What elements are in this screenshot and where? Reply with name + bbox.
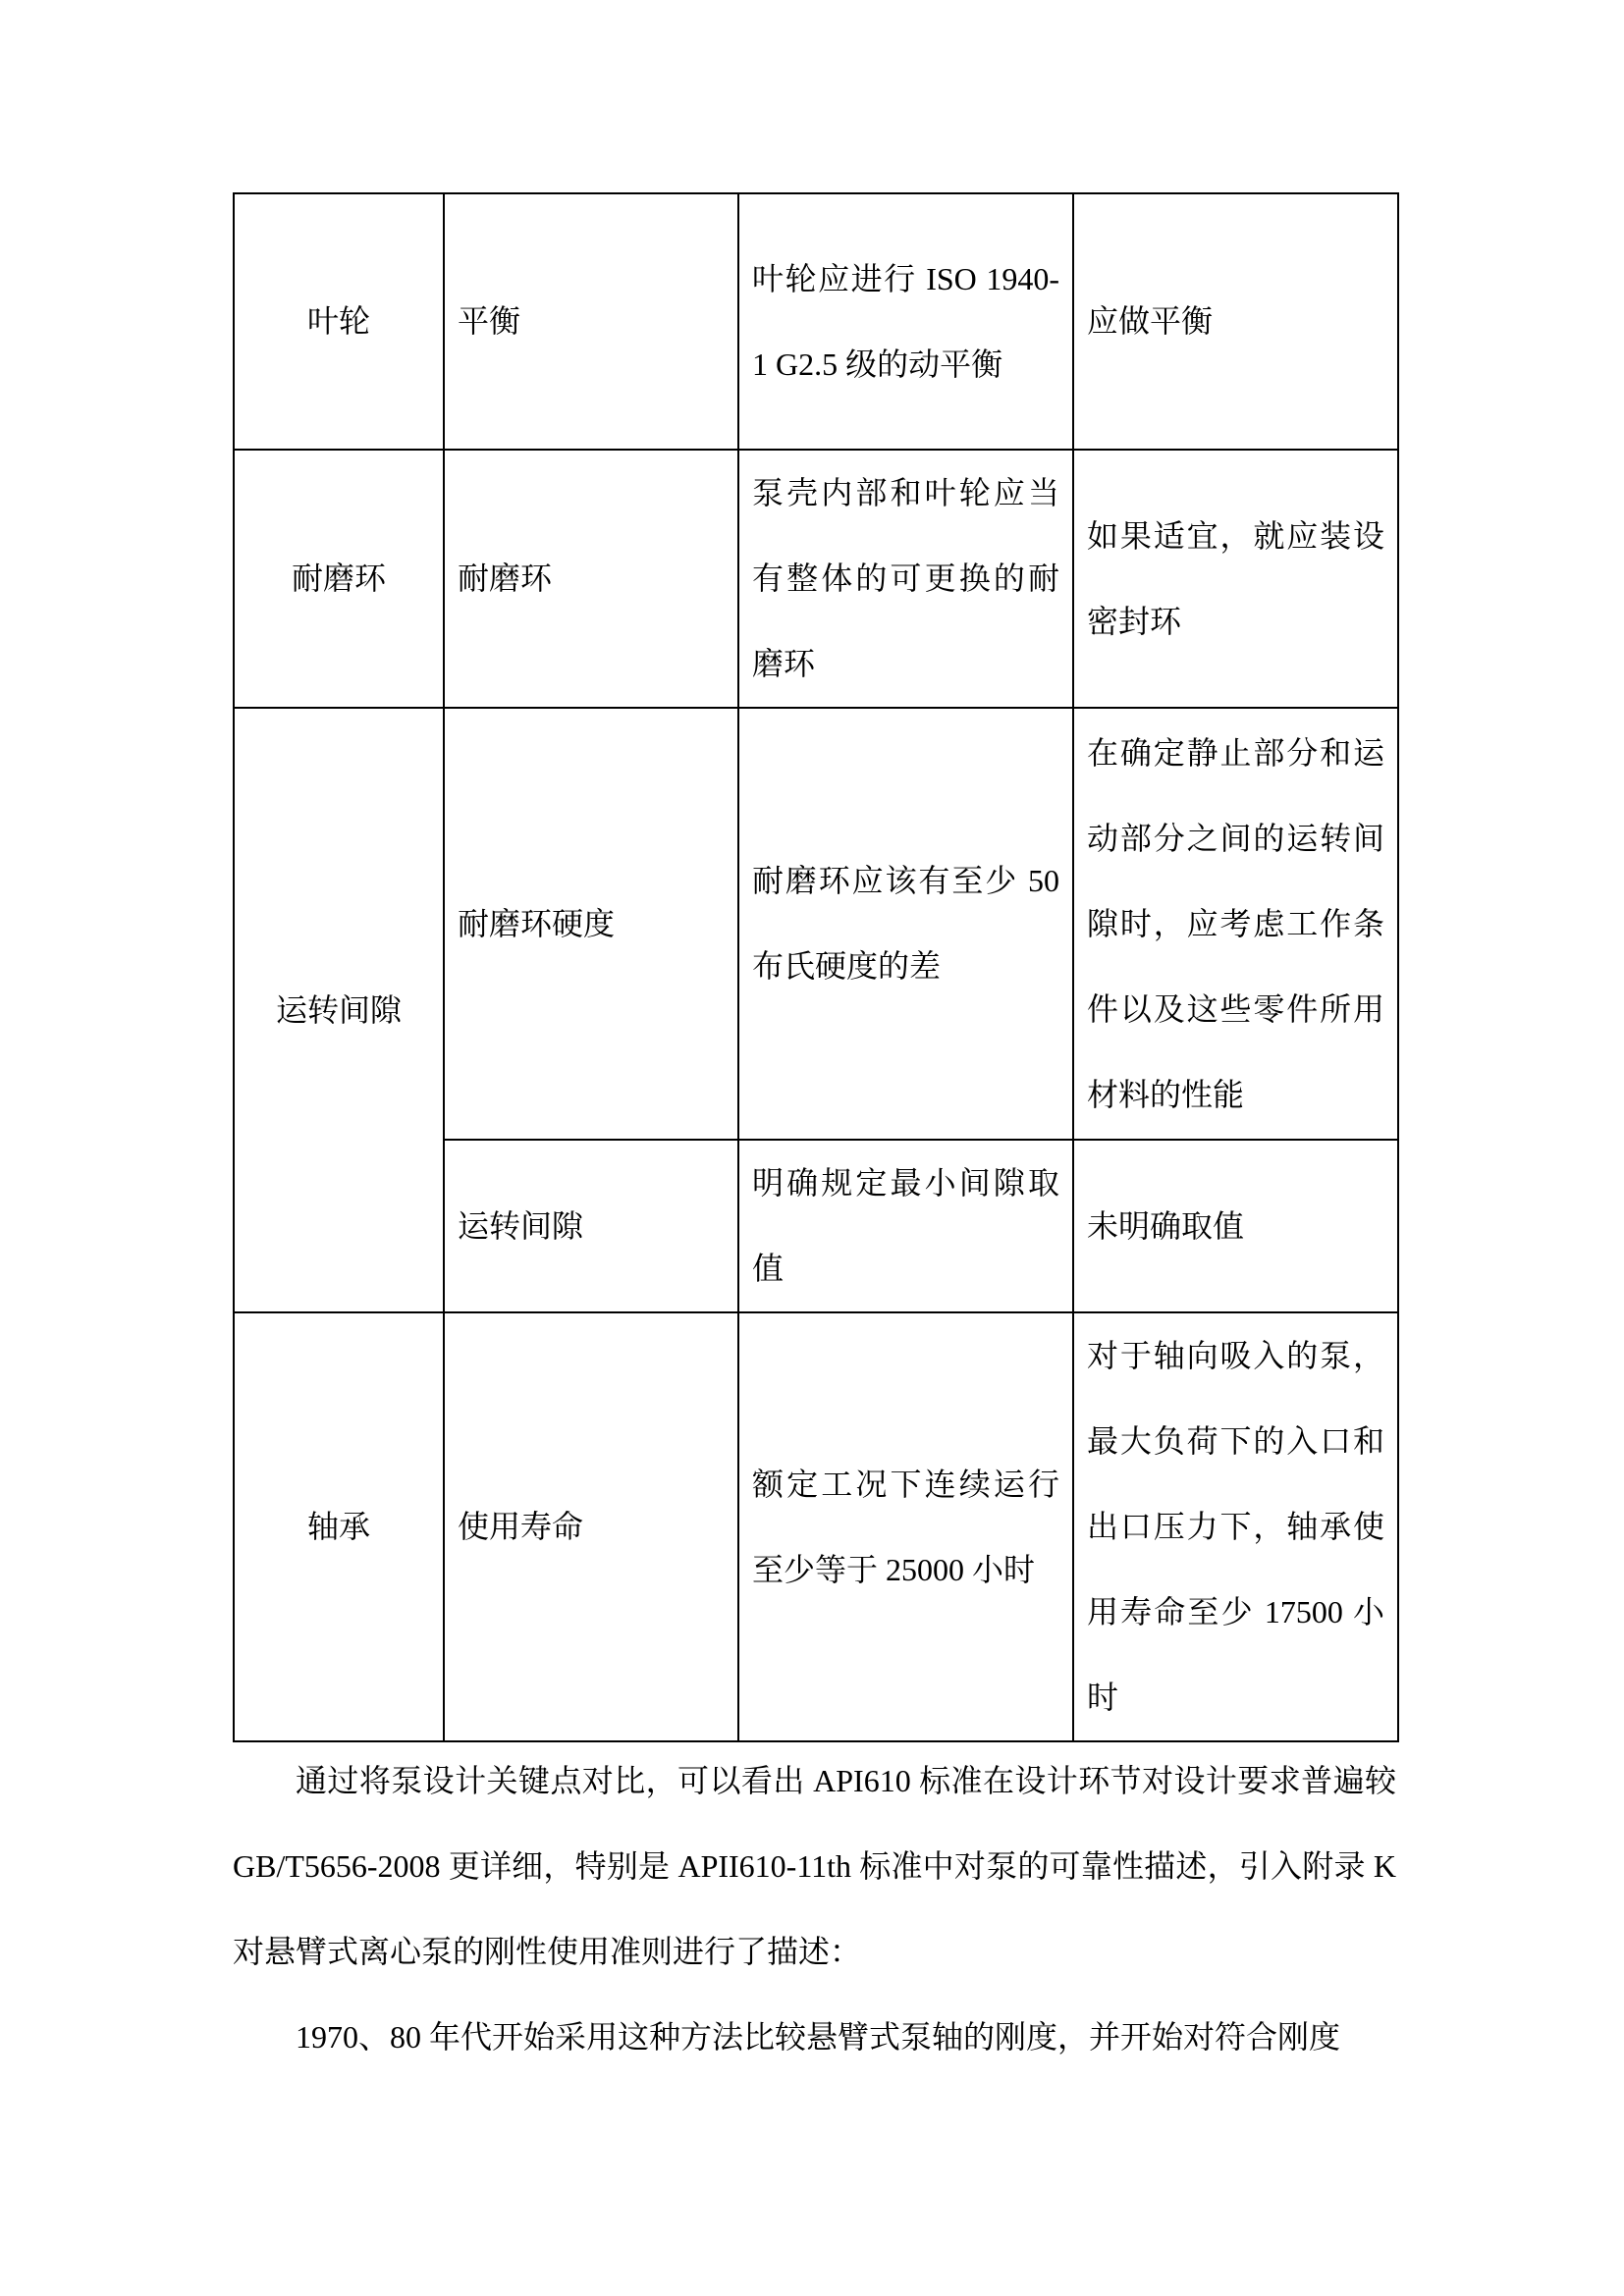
comparison-table (233, 192, 1399, 1742)
gbt-cell: 应做平衡 (1073, 193, 1398, 450)
table-row (234, 708, 1398, 1140)
paragraph-history: 1970、80 年代开始采用这种方法比较悬臂式泵轴的刚度，并开始对符合刚度 (296, 2019, 1341, 2055)
sub-item-cell: 耐磨环硬度 (444, 708, 738, 1140)
api610-cell: 明确规定最小间隙取值 (738, 1140, 1073, 1312)
item-cell: 轴承 (234, 1312, 444, 1741)
item-cell: 叶轮 (234, 193, 444, 450)
gbt-cell: 在确定静止部分和运动部分之间的运转间隙时，应考虑工作条件以及这些零件所用材料的性能 (1073, 708, 1398, 1140)
paragraph-comparison-summary: 通过将泵设计关键点对比，可以看出 API610 标准在设计环节对设计要求普遍较 GB/T5656-2008 更详细，特别是 APII610-11th 标准中对泵的可靠性描述，引入附录 K 对悬臂式离心泵的刚性使用准则进行了描述： (233, 1763, 1396, 1969)
table-row (234, 450, 1398, 708)
api610-cell: 叶轮应进行 ISO 1940-1 G2.5 级的动平衡 (738, 193, 1073, 450)
api610-cell: 额定工况下连续运行至少等于 25000 小时 (738, 1312, 1073, 1741)
api610-cell: 耐磨环应该有至少 50 布氏硬度的差 (738, 708, 1073, 1140)
api610-cell: 泵壳内部和叶轮应当有整体的可更换的耐磨环 (738, 450, 1073, 708)
sub-item-cell: 平衡 (444, 193, 738, 450)
sub-item-cell: 耐磨环 (444, 450, 738, 708)
body-text (233, 1738, 1396, 2080)
item-cell: 耐磨环 (234, 450, 444, 708)
sub-item-cell: 运转间隙 (444, 1140, 738, 1312)
table-row (234, 193, 1398, 450)
gbt-cell: 如果适宜，就应装设密封环 (1073, 450, 1398, 708)
item-cell: 运转间隙 (234, 708, 444, 1312)
gbt-cell: 未明确取值 (1073, 1140, 1398, 1312)
sub-item-cell: 使用寿命 (444, 1312, 738, 1741)
table-row (234, 1312, 1398, 1741)
gbt-cell: 对于轴向吸入的泵，最大负荷下的入口和出口压力下，轴承使用寿命至少 17500 小时 (1073, 1312, 1398, 1741)
